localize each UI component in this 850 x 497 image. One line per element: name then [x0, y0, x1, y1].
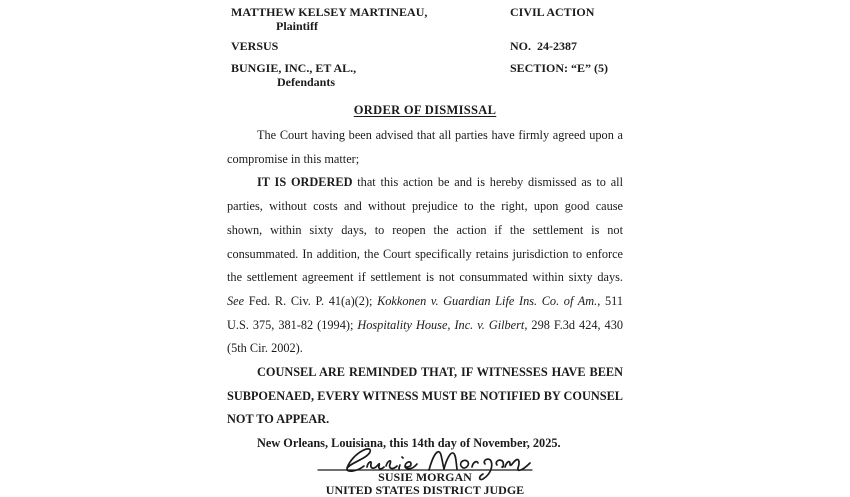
paragraph-order: IT IS ORDERED that this action be and is hereby dismissed as to all parties, without costs and without prejudice to the right, upon good cause shown, within sixty days, to reopen the action if the settlement is not consummated. In addition, the Court specifically retains jurisdiction to enforce the settlement agreement if settlement is not consummated within sixty days. See Fed. R. Civ. P. 41(a)(2); Kokkonen v. Guardian Life Ins. Co. of Am., 511 U.S. 375, 381-82 (1994); Hospitality House, Inc. v. Gilbert, 298 F.3d 424, 430 (5th Cir. 2002). [227, 175, 624, 356]
plaintiff-name: MATTHEW KELSEY MARTINEAU, [231, 5, 428, 19]
judge-printed-name: SUSIE MORGAN [378, 469, 472, 484]
section-label: SECTION: “E” (5) [510, 61, 609, 75]
paragraph-counsel-notice: COUNSEL ARE REMINDED THAT, IF WITNESSES HAVE BEEN SUBPOENAED, EVERY WITNESS MUST BE NOTIFIED BY COUNSEL NOT TO APPEAR. [227, 365, 623, 427]
paragraph-recital: The Court having been advised that all parties have firmly agreed upon a compromise in this matter; [227, 128, 623, 166]
defendant-role: Defendants [277, 75, 336, 89]
case-caption [227, 6, 623, 88]
caption-parties [231, 6, 501, 89]
versus-label: VERSUS [231, 39, 279, 53]
plaintiff-role: Plaintiff [276, 19, 318, 33]
defendant-name: BUNGIE, INC., ET AL., [231, 61, 357, 75]
civil-action-label: CIVIL ACTION [510, 5, 595, 19]
date-line: New Orleans, Louisiana, this 14th day of November, 2025. [257, 436, 561, 451]
caption-case-info [510, 6, 623, 75]
order-body [227, 124, 623, 456]
judge-title: UNITED STATES DISTRICT JUDGE [325, 482, 525, 497]
case-number: NO. 24-2387 [510, 39, 577, 53]
order-title: ORDER OF DISMISSAL [353, 103, 497, 117]
signature-ink-icon [317, 442, 533, 476]
judge-signature [317, 442, 533, 476]
order-document [227, 6, 623, 496]
